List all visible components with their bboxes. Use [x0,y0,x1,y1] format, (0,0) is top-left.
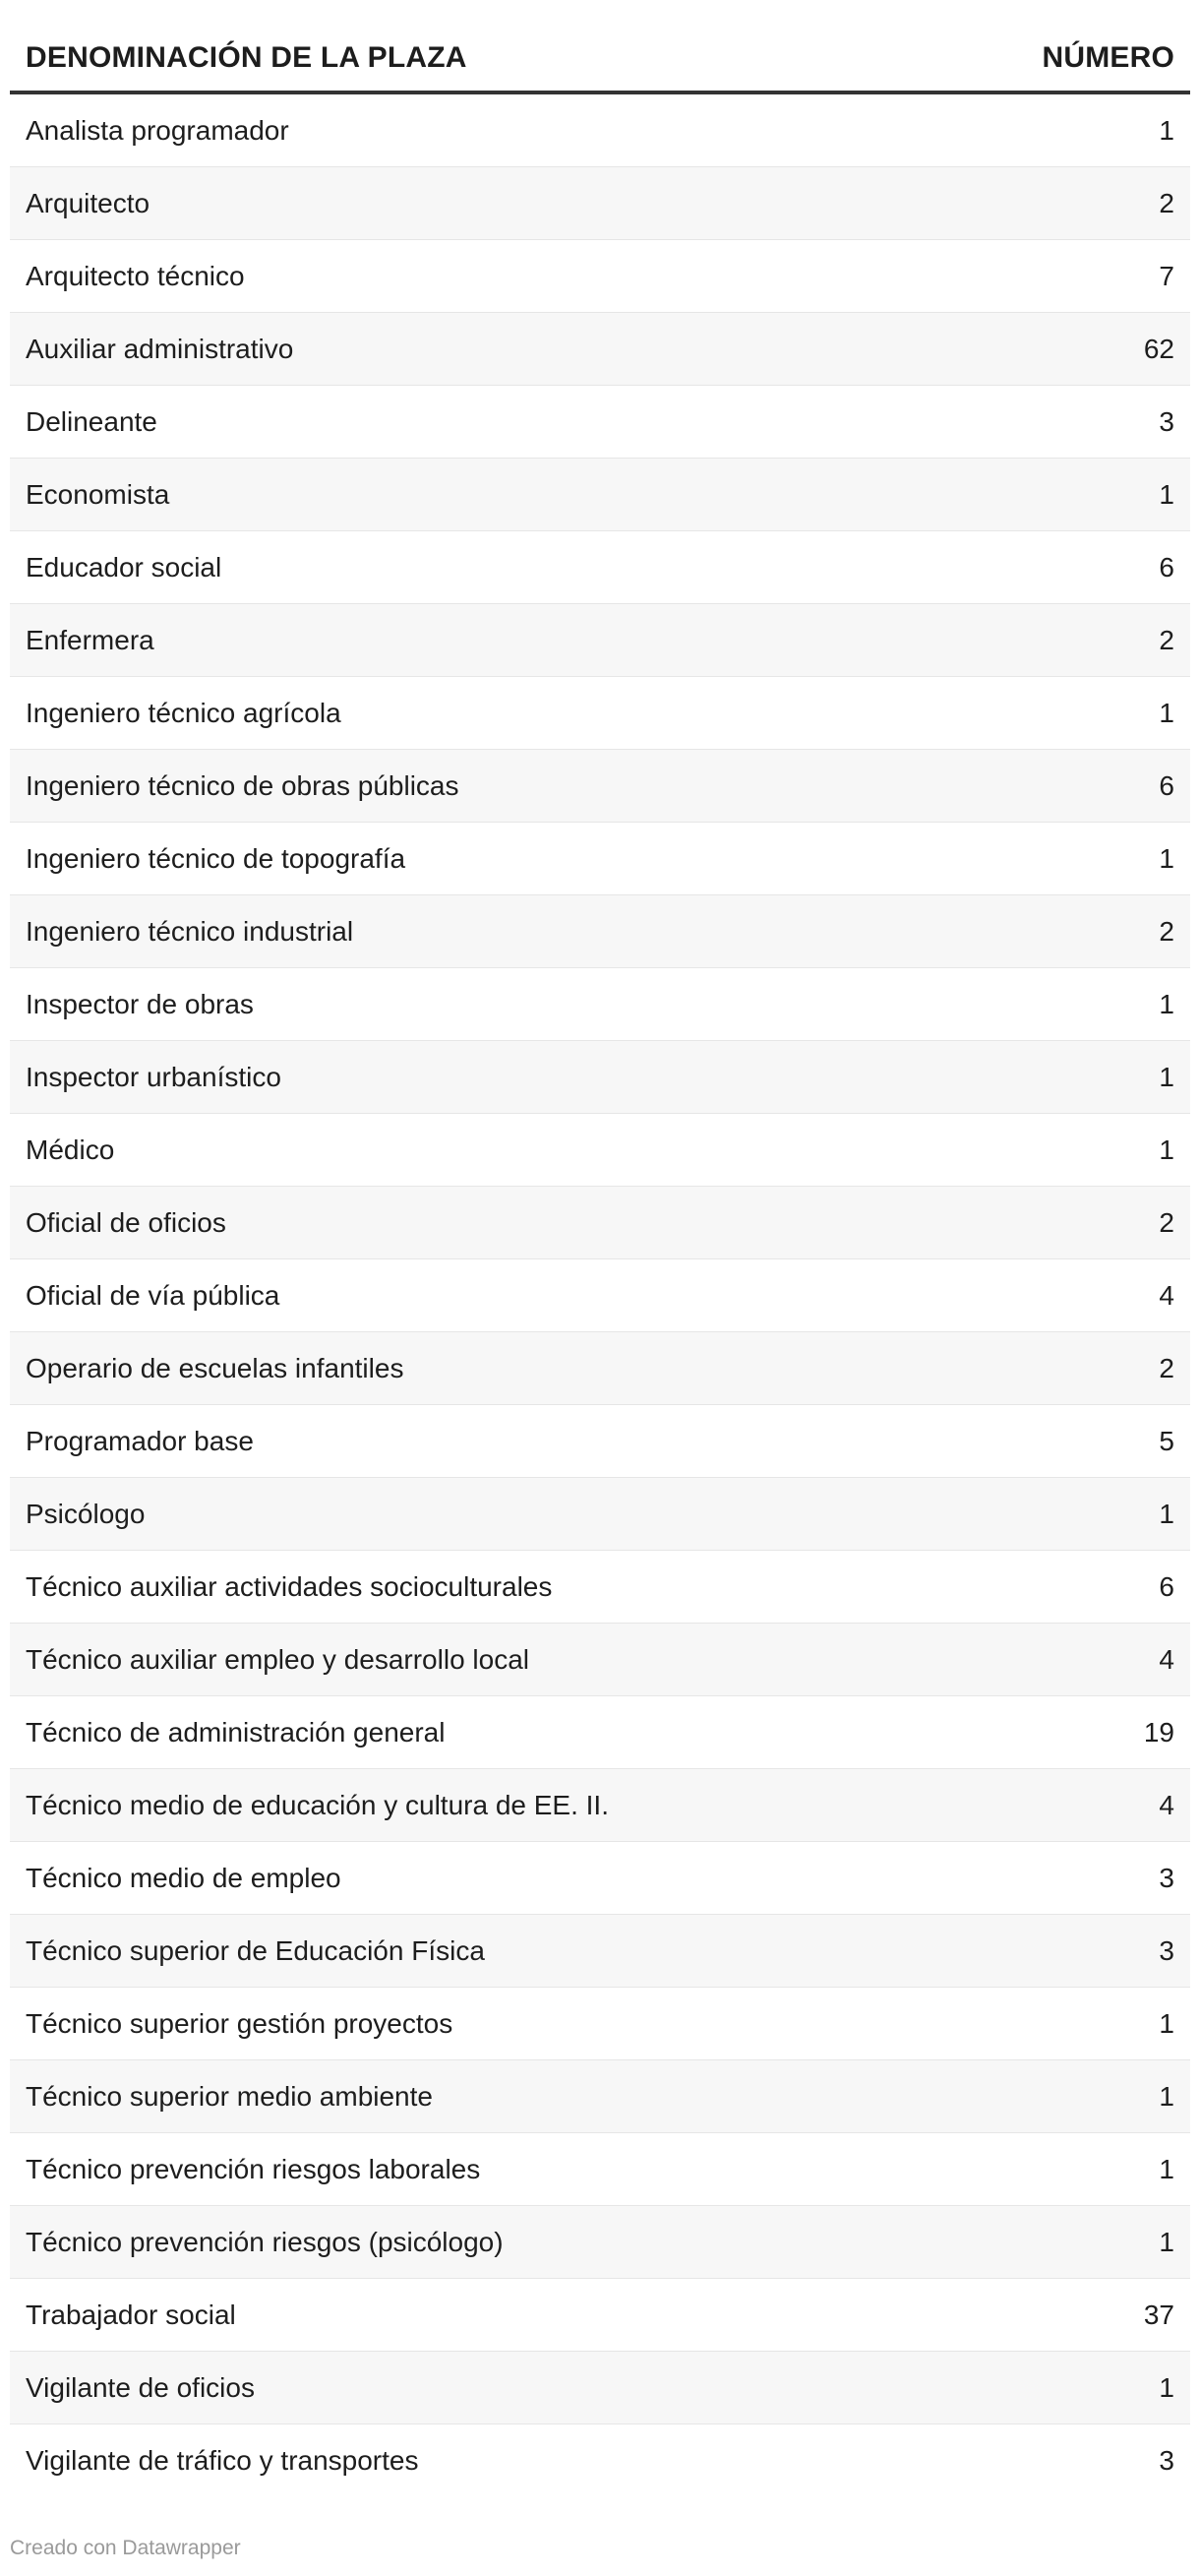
table-row [10,1405,1190,1478]
table-row [10,604,1190,677]
table-row [10,2424,1190,2497]
cell-plaza-name: Enfermera [26,624,154,655]
cell-plaza-name: Economista [26,478,170,510]
cell-plaza-name: Operario de escuelas infantiles [26,1352,404,1383]
table-row [10,240,1190,313]
cell-plaza-number: 1 [1159,842,1174,874]
table-row [10,677,1190,750]
column-header-name: DENOMINACIÓN DE LA PLAZA [26,41,467,74]
cell-plaza-number: 1 [1159,2080,1174,2112]
cell-plaza-number: 5 [1159,1425,1174,1456]
cell-plaza-name: Ingeniero técnico agrícola [26,697,341,728]
cell-plaza-number: 3 [1159,2445,1174,2476]
cell-plaza-number: 1 [1159,114,1174,146]
cell-plaza-number: 6 [1159,769,1174,801]
cell-plaza-name: Psicólogo [26,1498,146,1529]
cell-plaza-name: Ingeniero técnico industrial [26,915,354,947]
cell-plaza-number: 3 [1159,405,1174,437]
cell-plaza-number: 1 [1159,1134,1174,1165]
cell-plaza-name: Ingeniero técnico de topografía [26,842,406,874]
cell-plaza-number: 1 [1159,988,1174,1019]
table-row [10,1915,1190,1988]
cell-plaza-name: Médico [26,1134,115,1165]
cell-plaza-number: 37 [1143,2299,1174,2330]
cell-plaza-name: Técnico auxiliar empleo y desarrollo local [26,1643,530,1675]
cell-plaza-name: Técnico medio de empleo [26,1862,341,1893]
cell-plaza-name: Técnico de administración general [26,1716,446,1748]
cell-plaza-number: 1 [1159,697,1174,728]
cell-plaza-number: 7 [1159,260,1174,291]
cell-plaza-name: Técnico auxiliar actividades socioculturales [26,1570,553,1602]
table-row [10,531,1190,604]
cell-plaza-number: 1 [1159,1061,1174,1092]
table-row [10,1259,1190,1332]
table-row [10,1332,1190,1405]
cell-plaza-name: Oficial de oficios [26,1206,226,1238]
table-row [10,1187,1190,1259]
cell-plaza-number: 4 [1159,1789,1174,1820]
cell-plaza-number: 19 [1143,1716,1174,1748]
cell-plaza-name: Auxiliar administrativo [26,333,294,364]
cell-plaza-number: 1 [1159,478,1174,510]
cell-plaza-name: Vigilante de tráfico y transportes [26,2445,419,2476]
cell-plaza-number: 2 [1159,624,1174,655]
column-header-number: NÚMERO [1042,41,1174,74]
table-row [10,1842,1190,1915]
cell-plaza-name: Técnico medio de educación y cultura de EE. II. [26,1789,609,1820]
cell-plaza-name: Arquitecto técnico [26,260,245,291]
table-row [10,2352,1190,2424]
cell-plaza-name: Programador base [26,1425,254,1456]
cell-plaza-number: 1 [1159,2007,1174,2039]
table-row [10,313,1190,386]
cell-plaza-number: 6 [1159,1570,1174,1602]
table-row [10,2206,1190,2279]
cell-plaza-name: Vigilante de oficios [26,2371,255,2403]
data-table [10,26,1190,2497]
table-row [10,1478,1190,1551]
cell-plaza-name: Técnico superior medio ambiente [26,2080,433,2112]
cell-plaza-number: 2 [1159,1352,1174,1383]
table-body [10,94,1190,2497]
table-row [10,1769,1190,1842]
cell-plaza-number: 1 [1159,1498,1174,1529]
table-row [10,459,1190,531]
cell-plaza-name: Técnico prevención riesgos (psicólogo) [26,2226,504,2257]
table-row [10,2133,1190,2206]
table-row [10,1624,1190,1696]
table-row [10,895,1190,968]
cell-plaza-name: Ingeniero técnico de obras públicas [26,769,459,801]
footer-credit: Creado con Datawrapper [10,2537,241,2559]
cell-plaza-number: 1 [1159,2371,1174,2403]
cell-plaza-name: Delineante [26,405,157,437]
cell-plaza-name: Técnico superior de Educación Física [26,1934,485,1966]
table-row [10,1551,1190,1624]
table-row [10,968,1190,1041]
table-row [10,1041,1190,1114]
cell-plaza-name: Oficial de vía pública [26,1279,280,1311]
cell-plaza-number: 6 [1159,551,1174,583]
cell-plaza-number: 62 [1143,333,1174,364]
cell-plaza-number: 4 [1159,1643,1174,1675]
table-row [10,1114,1190,1187]
cell-plaza-name: Educador social [26,551,222,583]
table-row [10,823,1190,895]
table-row [10,750,1190,823]
table-row [10,2279,1190,2352]
table-header [10,26,1190,94]
cell-plaza-number: 2 [1159,915,1174,947]
cell-plaza-name: Inspector urbanístico [26,1061,281,1092]
table-row [10,386,1190,459]
cell-plaza-name: Trabajador social [26,2299,236,2330]
cell-plaza-number: 4 [1159,1279,1174,1311]
cell-plaza-number: 2 [1159,187,1174,218]
cell-plaza-name: Arquitecto [26,187,150,218]
cell-plaza-number: 1 [1159,2226,1174,2257]
cell-plaza-name: Analista programador [26,114,289,146]
cell-plaza-name: Inspector de obras [26,988,254,1019]
table-row [10,1988,1190,2060]
cell-plaza-number: 2 [1159,1206,1174,1238]
cell-plaza-number: 3 [1159,1934,1174,1966]
table-row [10,1696,1190,1769]
cell-plaza-number: 1 [1159,2153,1174,2184]
cell-plaza-number: 3 [1159,1862,1174,1893]
table-row [10,167,1190,240]
cell-plaza-name: Técnico superior gestión proyectos [26,2007,453,2039]
table-row [10,2060,1190,2133]
table-row [10,94,1190,167]
cell-plaza-name: Técnico prevención riesgos laborales [26,2153,481,2184]
